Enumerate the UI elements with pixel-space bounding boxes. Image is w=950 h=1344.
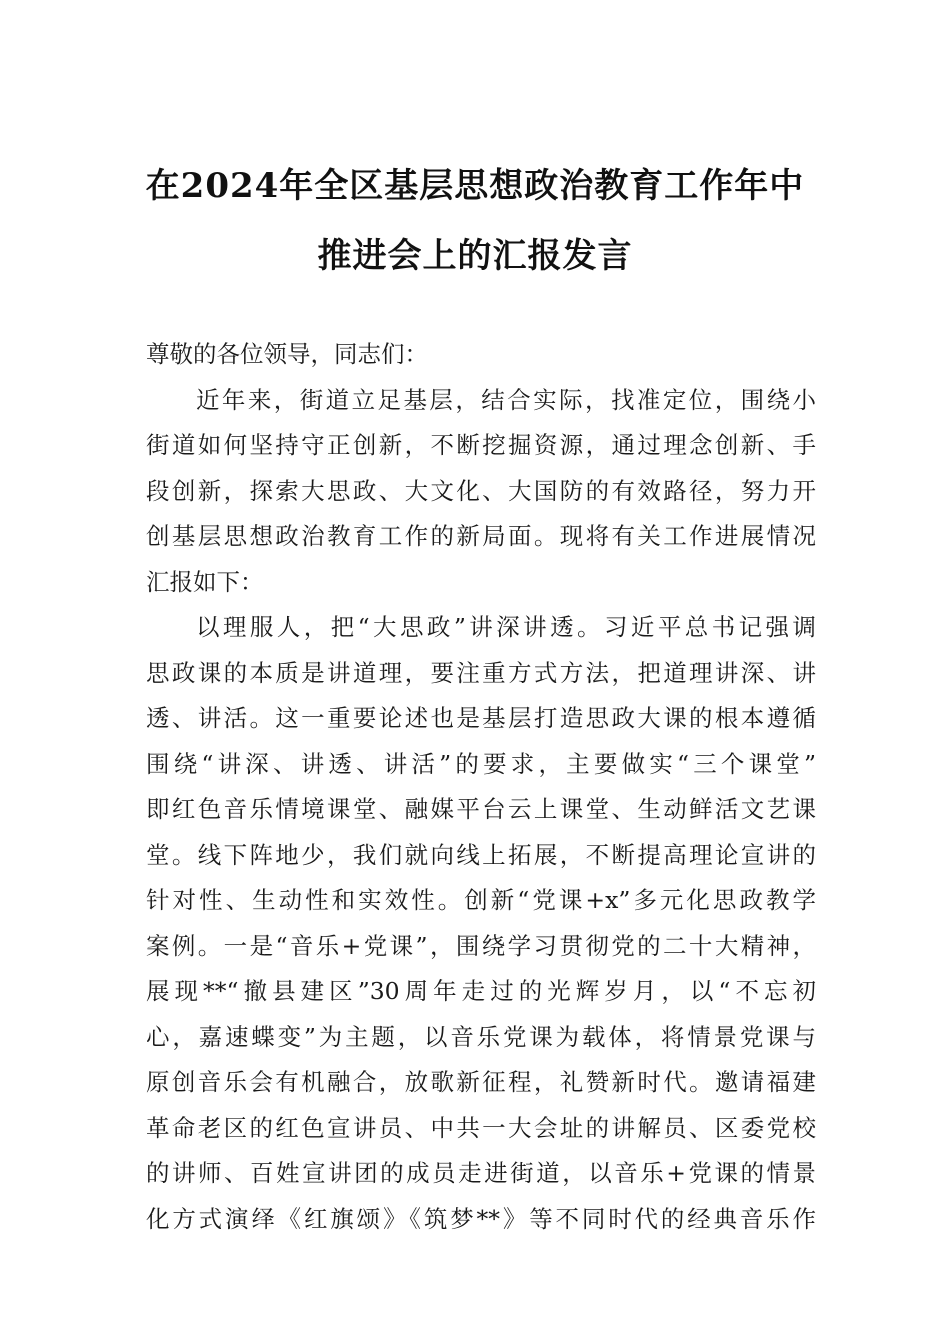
paragraph-line: 思政课的本质是讲道理，要注重方式方法，把道理讲深、讲 bbox=[146, 658, 816, 687]
paragraph-line: 创基层思想政治教育工作的新局面。现将有关工作进展情况 bbox=[146, 522, 816, 550]
paragraph-line: 段创新，探索大思政、大文化、大国防的有效路径，努力开 bbox=[146, 476, 816, 505]
document-body bbox=[146, 332, 816, 1242]
paragraph-line: 案例。一是“音乐+党课”，围绕学习贯彻党的二十大精神， bbox=[146, 931, 816, 960]
paragraph-line: 堂。线下阵地少，我们就向线上拓展，不断提高理论宣讲的 bbox=[146, 840, 816, 869]
paragraph-line: 围绕“讲深、讲透、讲活”的要求，主要做实“三个课堂” bbox=[146, 749, 816, 778]
paragraph-line: 以理服人，把“大思政”讲深讲透。习近平总书记强调 bbox=[196, 613, 816, 641]
paragraph-1 bbox=[146, 378, 816, 606]
document-title-line-1: 在2024年全区基层思想政治教育工作年中 bbox=[145, 166, 805, 206]
paragraph-line: 透、讲活。这一重要论述也是基层打造思政大课的根本遵循 bbox=[146, 704, 816, 732]
paragraph-line: 近年来，街道立足基层，结合实际，找准定位，围绕小 bbox=[196, 385, 816, 414]
paragraph-2 bbox=[146, 605, 816, 1242]
paragraph-line: 展现**“撤县建区”30周年走过的光辉岁月，以“不忘初 bbox=[146, 977, 816, 1005]
document-title-line-2: 推进会上的汇报发言 bbox=[317, 236, 633, 276]
paragraph-line: 针对性、生动性和实效性。创新“党课+x”多元化思政教学 bbox=[146, 886, 816, 914]
paragraph-line: 原创音乐会有机融合，放歌新征程，礼赞新时代。邀请福建 bbox=[146, 1068, 816, 1096]
paragraph-line: 心，嘉速蝶变”为主题，以音乐党课为载体，将情景党课与 bbox=[146, 1022, 816, 1051]
paragraph-line: 的讲师、百姓宣讲团的成员走进街道，以音乐+党课的情景 bbox=[146, 1159, 816, 1187]
paragraph-line: 街道如何坚持守正创新，不断挖掘资源，通过理念创新、手 bbox=[146, 431, 816, 459]
paragraph-line: 即红色音乐情境课堂、融媒平台云上课堂、生动鲜活文艺课 bbox=[146, 795, 816, 823]
paragraph-line: 汇报如下： bbox=[146, 567, 264, 596]
paragraph-line: 化方式演绎《红旗颂》《筑梦**》等不同时代的经典音乐作 bbox=[146, 1204, 816, 1233]
salutation: 尊敬的各位领导，同志们： bbox=[146, 340, 428, 368]
paragraph-line: 革命老区的红色宣讲员、中共一大会址的讲解员、区委党校 bbox=[146, 1113, 816, 1142]
